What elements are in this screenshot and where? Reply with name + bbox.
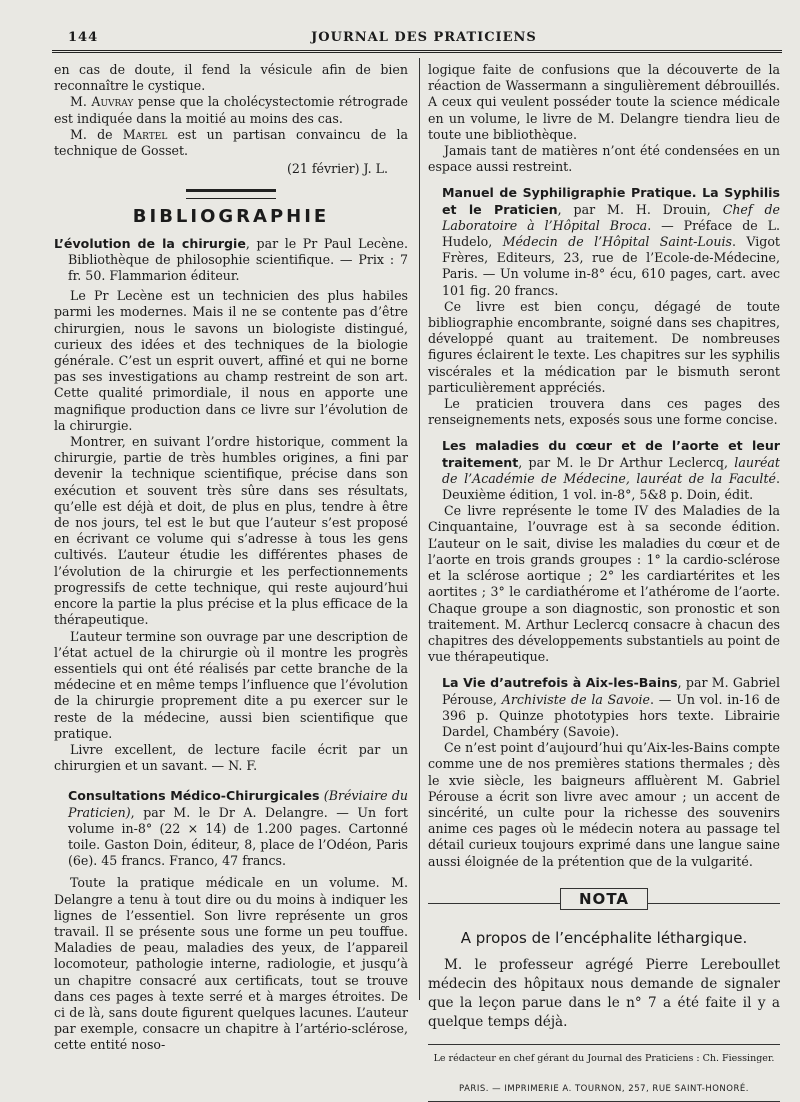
book-title: Les maladies du cœur et de l’aorte et leur traitement — [442, 438, 780, 470]
review-paragraph: Le Pr Lecène est un technicien des plus habiles parmi les modernes. Mais il ne se contente pas d’être chirurgien, nous le savons un biologiste distingué, curieux des idées et des techniques de la biologie générale. C’est un esprit ouvert, affiné et qui ne borne pas ses investigations au champ restreint de son art. Cette qualité primordiale, il nous en apporte une magnifique production dans ce livre sur l’évolution de la chirurgie. — [54, 288, 408, 433]
book-title: L’évolution de la chirurgie — [54, 235, 246, 251]
book-title: Consultations Médico-Chirurgicales — [68, 788, 320, 804]
review-paragraph: Livre excellent, de lecture facile écrit par un chirurgien et un savant. — N. F. — [54, 741, 408, 774]
running-header — [68, 30, 780, 52]
bibliography-entry-2: Consultations Médico-Chirurgicales (Bréviaire du Praticien), par M. le Dr A. Delangre. — Un fort volume in-8° (22 × 14) de 1.200 pages. Cartonné toile. Gaston Doin, éditeur, 8, place de l’Odéon, Paris (6e). 45 francs. Franco, 47 francs. — [68, 788, 408, 869]
review-paragraph: L’auteur termine son ouvrage par une description de l’état actuel de la chirurgie où il montre les progrès essentiels qui ont été réalisés par cette branche de la médecine et en même temps l’influence que l’évolution de la chirurgie proprement dite a pu exercer sur le reste de la médecine, aussi bien scientifique que pratique. — [54, 628, 408, 741]
review-paragraph: Ce livre est bien conçu, dégagé de toute bibliographie encombrante, soigné dans ses chapitres, développé quant au traitement. De nombreuses figures éclairent le texte. Les chapitres sur les syphilis viscérales et la médication par le bismuth seront particulièrement appréciés. — [428, 298, 780, 395]
footer-editor: Le rédacteur en chef gérant du Journal des Praticiens : Ch. Fiessinger. — [433, 1052, 775, 1064]
ornament-rule — [186, 189, 276, 199]
section-title: BIBLIOGRAPHIE — [132, 206, 330, 228]
nota-body: M. le professeur agrégé Pierre Lereboullet médecin des hôpitaux nous demande de signaler que la leçon parue dans le n° 7 a été faite il y a quelque temps déjà. — [428, 956, 780, 1030]
page-number: 144 — [68, 30, 99, 45]
bibliography-entry-1: L’évolution de la chirurgie, par le Pr Paul Lecène. Bibliothèque de philosophie scientifique. — Prix : 7 fr. 50. Flammarion éditeur. — [54, 235, 408, 284]
review-paragraph: Montrer, en suivant l’ordre historique, comment la chirurgie, partie de très humbles origines, a fini par devenir la technique scientifique, précise dans son exécution et souvent très sûre dans ses résultats, qu’elle est déjà et doit, de plus en plus, tendre à être de nos jours, tel est le but que l’auteur s’est proposé en écrivant ce volume qui s’adresse à tous les gens cultivés. L’auteur étudie les différentes phases de l’évolution de la chirurgie et les perfectionnements progressifs de cette technique, qui reste aujourd’hui encore la partie la plus précise et la plus efficace de la thérapeutique. — [54, 434, 408, 628]
bibliography-entry-5: La Vie d’autrefois à Aix-les-Bains, par M. Gabriel Pérouse, Archiviste de la Savoie. — Un vol. in-16 de 396 p. Quinze phototypies hors texte. Librairie Dardel, Chambéry (Savoie). — [442, 675, 780, 739]
continuation-paragraph: logique faite de confusions que la découverte de la réaction de Wassermann a singulièrement débrouillés. A ceux qui veulent posséder toute la science médicale en un volume, le livre de M. Delangre tiendra lieu de toute une bibliothèque. — [428, 62, 780, 142]
author-name: Auvray — [91, 94, 134, 110]
right-column — [428, 62, 780, 1102]
footer-printer: PARIS. — IMPRIMERIE A. TOURNON, 257, RUE SAINT-HONORÉ. — [459, 1084, 749, 1095]
intro-paragraph-3: M. de Martel est un partisan convaincu de la technique de Gosset. — [54, 126, 408, 159]
column-divider — [419, 58, 420, 1000]
review-paragraph: Toute la pratique médicale en un volume. M. Delangre a tenu à tout dire ou du moins à indiquer les lignes de l’essentiel. Son livre représente un gros travail. Il se présente sous une forme un peu touffue. Maladies de peau, maladies des yeux, de l’appareil locomoteur, pathologie interne, radiologie, et jusqu’à un chapitre consacré aux certificats, tout se trouve dans ces pages à texte serré et à marges étroites. De ci de là, sans doute figurent quelques lacunes. L’auteur par exemple, consacre un chapitre à l’artério-sclérose, cette entité noso- — [54, 875, 408, 1053]
book-title: Manuel de Syphiligraphie Pratique. La Syphilis et le Praticien — [442, 185, 780, 217]
intro-paragraph-2: M. Auvray pense que la cholécystectomie rétrograde est indiquée dans la moitié au moins des cas. — [54, 94, 409, 126]
signature: (21 février) J. L. — [286, 161, 388, 177]
review-paragraph: Le praticien trouvera dans ces pages des renseignements nets, exposés sous une forme concise. — [428, 396, 780, 428]
left-column — [54, 62, 408, 1054]
book-title: La Vie d’autrefois à Aix-les-Bains — [442, 675, 678, 691]
journal-title: JOURNAL DES PRATICIENS — [311, 30, 537, 45]
review-paragraph: Ce n’est point d’aujourd’hui qu’Aix-les-Bains compte comme une de nos premières stations thermales ; dès le xvie siècle, les baigneurs affluèrent M. Gabriel Pérouse a écrit son livre avec amour ; un accent de sincérité, un culte pour la richesse des souvenirs anime ces pages où le médecin notera au passage tel détail curieux toujours exprimé dans une langue saine aussi éloignée de la prétention que de la vulgarité. — [428, 740, 780, 869]
continuation-paragraph: Jamais tant de matières n’ont été condensées en un espace aussi restreint. — [428, 143, 780, 175]
review-paragraph: Ce livre représente le tome IV des Maladies de la Cinquantaine, l’ouvrage est à sa seconde édition. L’auteur on le sait, divise les maladies du cœur et de l’aorte en trois grands groupes : 1° la cardio-sclérose et la sclérose aortique ; 2° les cardiartérites et les aortites ; 3° le cardiathérome et l’athérome de l’aorte. Chaque groupe a son diagnostic, son pronostic et son traitement. M. Arthur Leclercq consacre à chacun des chapitres des développements substantiels au point de vue thérapeutique. — [428, 503, 780, 665]
author-name: Martel — [122, 126, 168, 142]
bibliography-entry-3: Manuel de Syphiligraphie Pratique. La Syphilis et le Praticien, par M. H. Drouin, Chef de Laboratoire à l’Hôpital Broca. — Préface de L. Hudelo, Médecin de l’Hôpital Saint-Louis. Vigot Frères, Editeurs, 23, rue de l’Ecole-de-Médecine, Paris. — Un volume in-8° écu, 610 pages, cart. avec 101 fig. 20 francs. — [442, 185, 780, 298]
nota-banner — [428, 884, 780, 924]
intro-paragraph-1: en cas de doute, il fend la vésicule afin de bien reconnaître le cystique. — [54, 62, 408, 94]
header-rule — [52, 50, 782, 53]
bibliography-entry-4: Les maladies du cœur et de l’aorte et leur traitement, par M. le Dr Arthur Leclercq, lauréat de l’Académie de Médecine, lauréat de la Faculté. Deuxième édition, 1 vol. in-8°, 5&8 p. Doin, édit. — [442, 438, 780, 503]
nota-label: NOTA — [560, 888, 648, 910]
nota-title: A propos de l’encéphalite léthargique. — [460, 928, 748, 947]
footer-rule — [428, 1044, 780, 1045]
